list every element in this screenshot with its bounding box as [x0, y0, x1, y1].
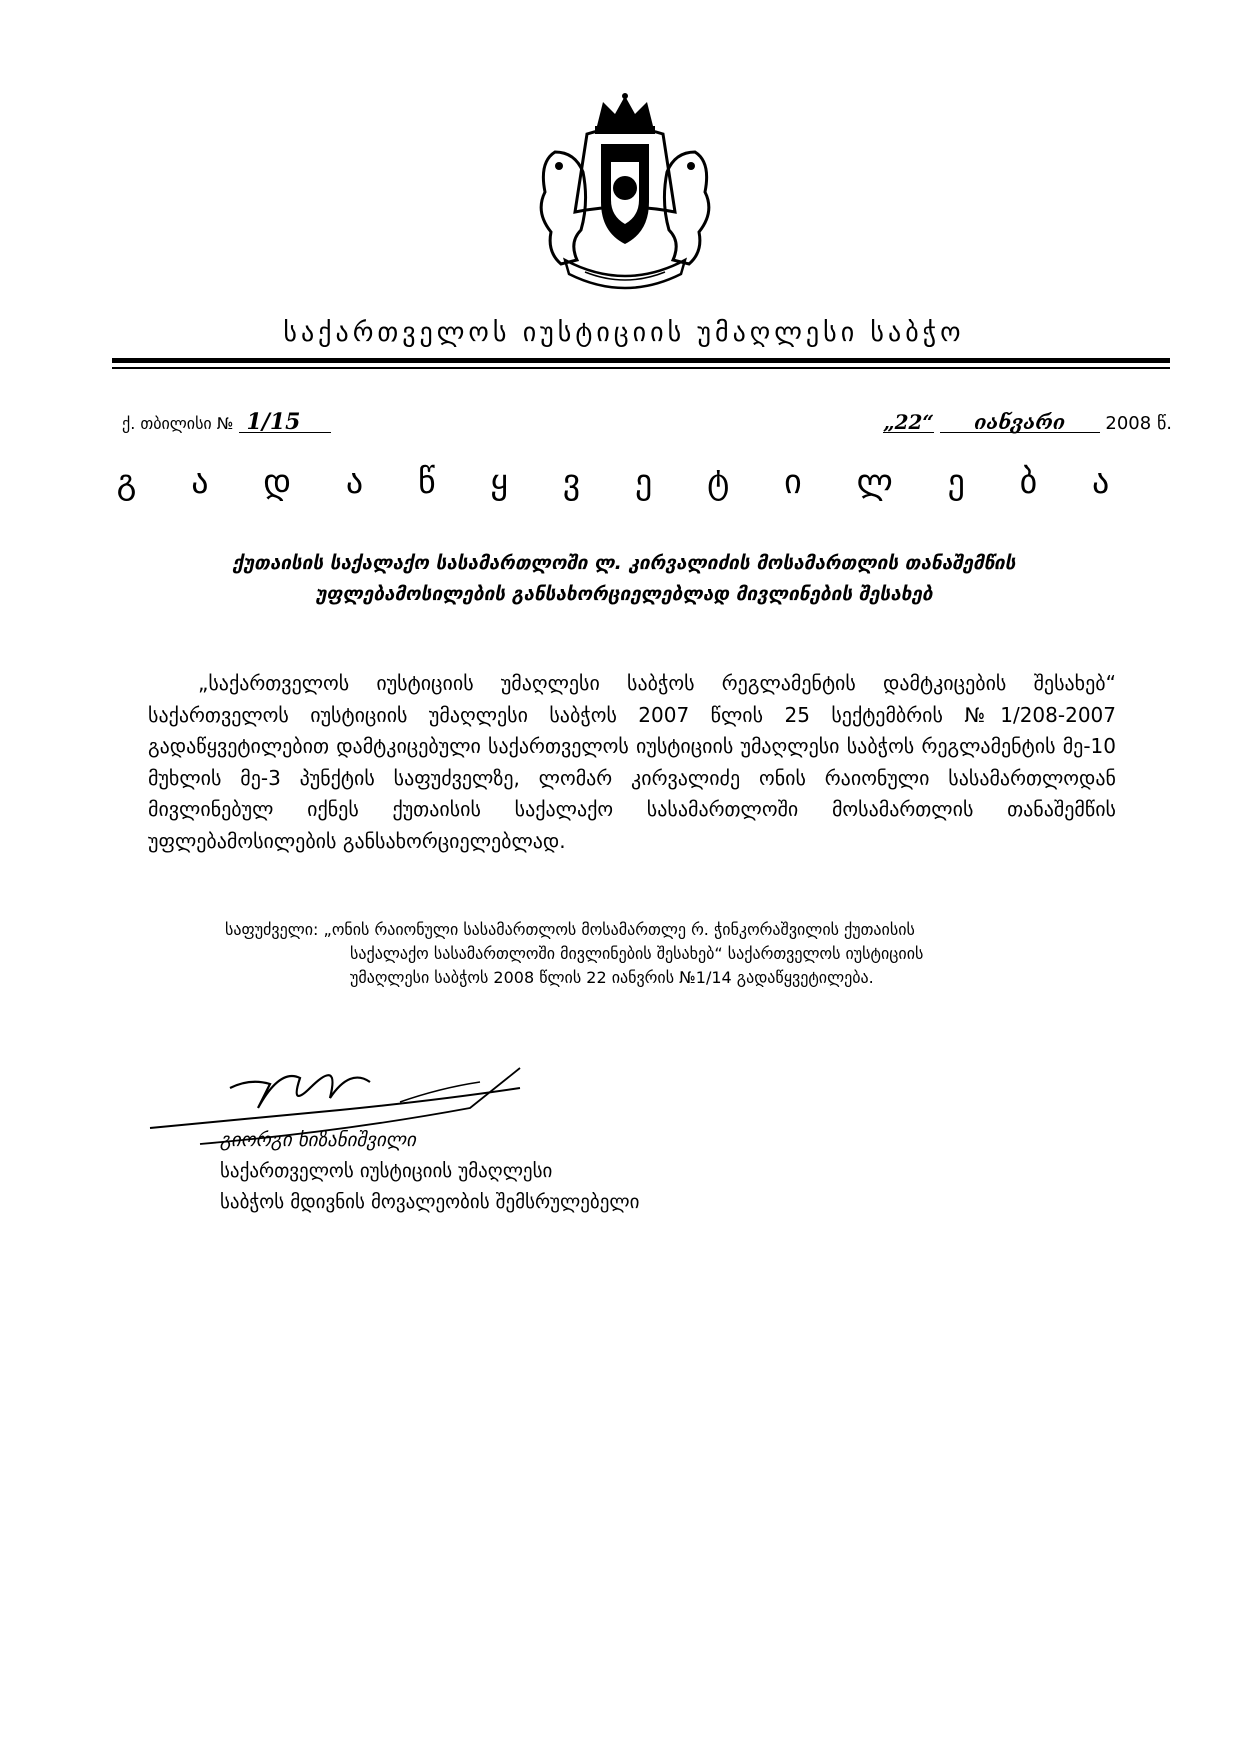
document-number: 1/15 — [239, 412, 331, 433]
coat-of-arms-emblem — [525, 92, 725, 290]
document-subject — [160, 548, 1088, 610]
organization-name: საქართველოს იუსტიციის უმაღლესი საბჭო — [283, 318, 965, 348]
date-day: „22“ — [883, 410, 934, 434]
date-month: იანვარი — [940, 412, 1100, 433]
header-rule-thick — [112, 358, 1170, 363]
date-suffix: წ. — [1156, 413, 1172, 434]
basis-line-3: უმაღლესი საბჭოს 2008 წლის 22 იანვრის №1/14 გადაწყვეტილება. — [350, 968, 874, 987]
signer-name: გიორგი ხიზანიშვილი — [220, 1129, 416, 1151]
document-body: „საქართველოს იუსტიციის უმაღლესი საბჭოს რეგლამენტის დამტკიცების შესახებ“ საქართველოს იუსტიციის უმაღლესი საბჭოს 2007 წლის 25 სექტემბრის №1/208-2007 გადაწყვეტილებით დამტკიცებული საქართველოს იუსტიციის უმაღლესი საბჭოს რეგლამენტის მე-10 მუხლის მე-3 პუნქტის საფუძველზე, ლომარ კირვალიძე ონის რაიონული სასამართლოდან მივლინებულ იქნეს ქუთაისის საქალაქო სასამართლოში მოსამართლის თანაშემწის უფლებამოსილების განსახორციელებლად. — [148, 671, 1116, 853]
document-type-heading: გ ა დ ა წ ყ ვ ე ტ ი ლ ე ბ ა — [116, 462, 1132, 502]
basis-line-1: საფუძველი: „ონის რაიონული სასამართლოს მოსამართლე რ. ჭინკორაშვილის ქუთაისის — [225, 920, 915, 939]
subject-line-2: უფლებამოსილების განსახორციელებლად მივლინების შესახებ — [315, 583, 933, 605]
signer-block — [220, 1125, 639, 1218]
city-label: ქ. თბილისი № — [122, 414, 234, 433]
header-rule-thin — [112, 367, 1170, 369]
signer-title-line-2: საბჭოს მდივნის მოვალეობის შემსრულებელი — [220, 1191, 640, 1213]
signer-title-line-1: საქართველოს იუსტიციის უმაღლესი — [220, 1160, 553, 1182]
subject-line-1: ქუთაისის საქალაქო სასამართლოში ლ. კირვალიძის მოსამართლის თანაშემწის — [232, 552, 1016, 574]
document-number-line — [122, 409, 331, 435]
basis-line-2: საქალაქო სასამართლოში მივლინების შესახებ“ საქართველოს იუსტიციის — [350, 944, 924, 963]
document-basis — [225, 918, 1125, 990]
document-date-line — [883, 412, 1172, 434]
date-year: 2008 — [1105, 413, 1152, 434]
